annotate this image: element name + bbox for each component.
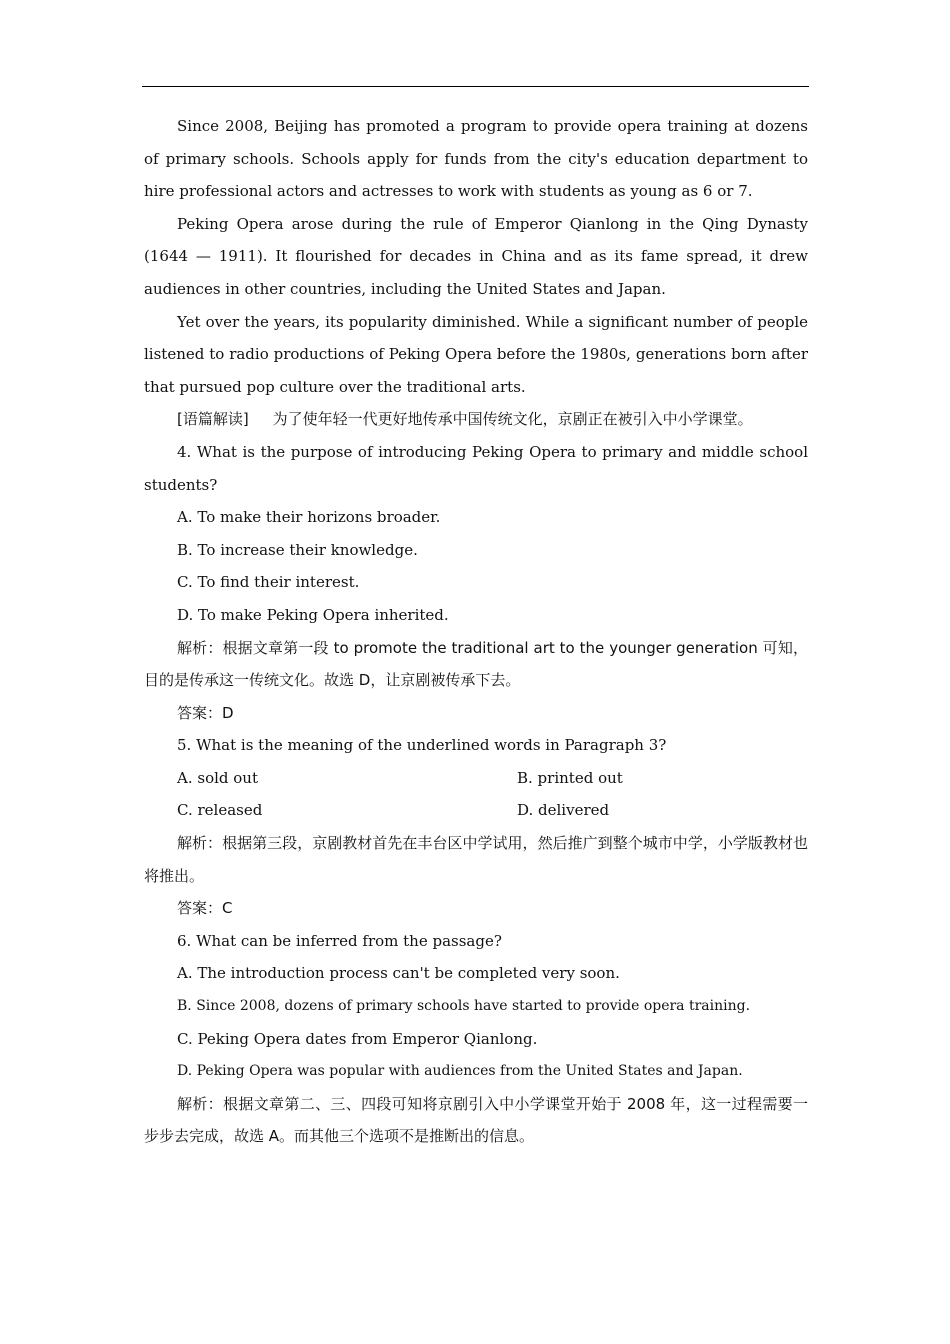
passage-paragraph-2: Peking Opera arose during the rule of Emperor Qianlong in the Qing Dynasty (1644 — 1911). It flourished for decades in China and as its fame spread, it drew audiences in other countries, including the United States and Japan.	[144, 214, 808, 298]
question-4-option-a: A. To make their horizons broader.	[177, 508, 441, 527]
header-rule	[142, 86, 809, 87]
question-4-option-d: D. To make Peking Opera inherited.	[177, 605, 449, 624]
question-4-analysis: 解析：根据文章第一段 to promote the traditional art to the younger generation 可知，目的是传承这一传统文化。故选 D，让京剧被传承下去。	[144, 638, 808, 690]
summary	[144, 403, 808, 436]
passage-paragraph-3: Yet over the years, its popularity diminished. While a significant number of people listened to radio productions of Peking Opera before the 1980s, generations born after that pursued pop culture over the traditional arts.	[144, 312, 808, 396]
question-5-option-c: C. released	[177, 801, 263, 820]
question-5-answer: 答案：C	[177, 899, 233, 918]
question-5-analysis: 解析：根据第三段，京剧教材首先在丰台区中学试用，然后推广到整个城市中学，小学版教材也将推出。	[144, 834, 808, 885]
question-4-option-b: B. To increase their knowledge.	[177, 540, 418, 559]
document-body	[144, 110, 808, 1153]
question-4-option-c: C. To find their interest.	[177, 573, 360, 592]
question-6-option-d: D. Peking Opera was popular with audiences from the United States and Japan.	[177, 1063, 743, 1080]
summary-text: 为了使年轻一代更好地传承中国传统文化，京剧正在被引入中小学课堂。	[272, 410, 753, 429]
question-4-stem: 4. What is the purpose of introducing Peking Opera to primary and middle school students?	[144, 442, 808, 494]
question-6-option-c: C. Peking Opera dates from Emperor Qianlong.	[177, 1029, 538, 1048]
passage-paragraph-1: Since 2008, Beijing has promoted a program to provide opera training at dozens of primary schools. Schools apply for funds from the city's education department to hire professional actors and actresses to work with students as young as 6 or 7.	[144, 117, 808, 201]
summary-label: [语篇解读]	[177, 410, 249, 429]
question-6-option-b: B. Since 2008, dozens of primary schools have started to provide opera training.	[177, 998, 751, 1015]
question-5-options-row-2	[144, 794, 808, 827]
question-5-stem: 5. What is the meaning of the underlined words in Paragraph 3?	[177, 736, 667, 755]
question-6-analysis: 解析：根据文章第二、三、四段可知将京剧引入中小学课堂开始于 2008 年，这一过程需要一步步去完成，故选 A。而其他三个选项不是推断出的信息。	[144, 1094, 808, 1146]
question-5-option-d: D. delivered	[517, 801, 610, 820]
question-5-option-a: A. sold out	[177, 768, 258, 787]
question-6-stem: 6. What can be inferred from the passage?	[177, 931, 502, 950]
question-5-options-row-1	[144, 762, 808, 795]
question-6-option-a: A. The introduction process can't be completed very soon.	[177, 964, 620, 983]
question-5-option-b: B. printed out	[517, 768, 623, 787]
question-4-answer: 答案：D	[177, 703, 234, 722]
